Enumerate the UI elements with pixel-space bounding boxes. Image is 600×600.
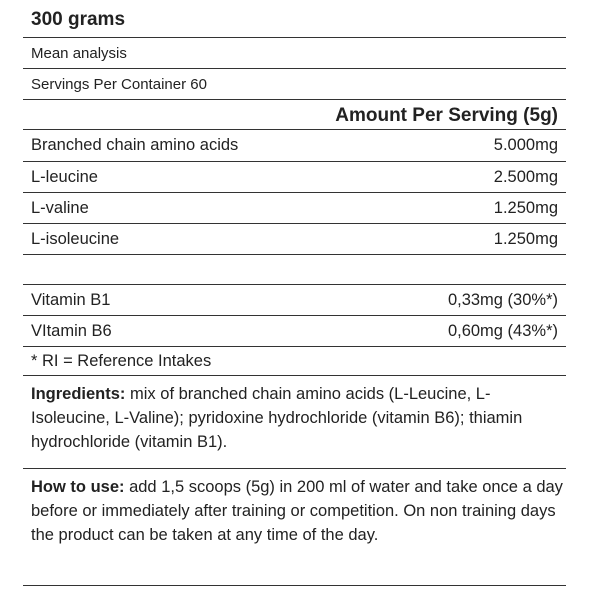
ingredients-text: mix of branched chain amino acids (L-Leucine, L-Isoleucine, L-Valine); pyridoxine hydrochloride (vitamin B6); thiamin hydrochloride (vitamin B1). <box>31 385 523 451</box>
nutrient-amount: 5.000mg <box>493 136 558 154</box>
vitamin-row <box>23 316 566 347</box>
nutrient-name: Branched chain amino acids <box>31 136 239 154</box>
vitamin-amount: 0,33mg (30%*) <box>447 291 558 309</box>
spacer-row <box>23 255 566 285</box>
nutrient-name: L-isoleucine <box>31 230 120 248</box>
vitamin-row <box>23 285 566 316</box>
vitamin-amount: 0,60mg (43%*) <box>447 322 558 340</box>
servings-per-container: Servings Per Container 60 <box>31 76 207 93</box>
mean-analysis-label: Mean analysis <box>31 45 127 62</box>
footnote-row <box>23 347 566 376</box>
how-to-use-paragraph <box>31 475 563 547</box>
amount-per-serving-header: Amount Per Serving (5g) <box>335 105 558 126</box>
vitamin-name: Vitamin B1 <box>31 291 111 309</box>
nutrition-panel <box>23 0 566 586</box>
nutrient-name: L-leucine <box>31 168 98 186</box>
nutrient-name: L-valine <box>31 199 89 217</box>
ingredients-row <box>23 376 566 469</box>
title-row <box>23 0 566 38</box>
ingredients-paragraph <box>31 382 563 454</box>
servings-row <box>23 69 566 100</box>
nutrient-amount: 2.500mg <box>493 168 558 186</box>
vitamin-name: VItamin B6 <box>31 322 112 340</box>
nutrient-row <box>23 162 566 193</box>
nutrient-row <box>23 224 566 255</box>
nutrient-amount: 1.250mg <box>493 199 558 217</box>
amount-header-row <box>23 100 566 130</box>
product-weight-title: 300 grams <box>31 9 126 30</box>
nutrient-row <box>23 193 566 224</box>
ingredients-label: Ingredients: <box>31 385 126 403</box>
nutrient-row <box>23 130 566 162</box>
nutrient-amount: 1.250mg <box>493 230 558 248</box>
reference-intakes-footnote: * RI = Reference Intakes <box>31 352 212 370</box>
how-to-use-text: add 1,5 scoops (5g) in 200 ml of water and take once a day before or immediately after training or competition. On non training days the product can be taken at any time of the day. <box>31 478 563 544</box>
mean-analysis-row <box>23 38 566 69</box>
how-to-use-label: How to use: <box>31 478 125 496</box>
how-to-use-row <box>23 469 566 586</box>
